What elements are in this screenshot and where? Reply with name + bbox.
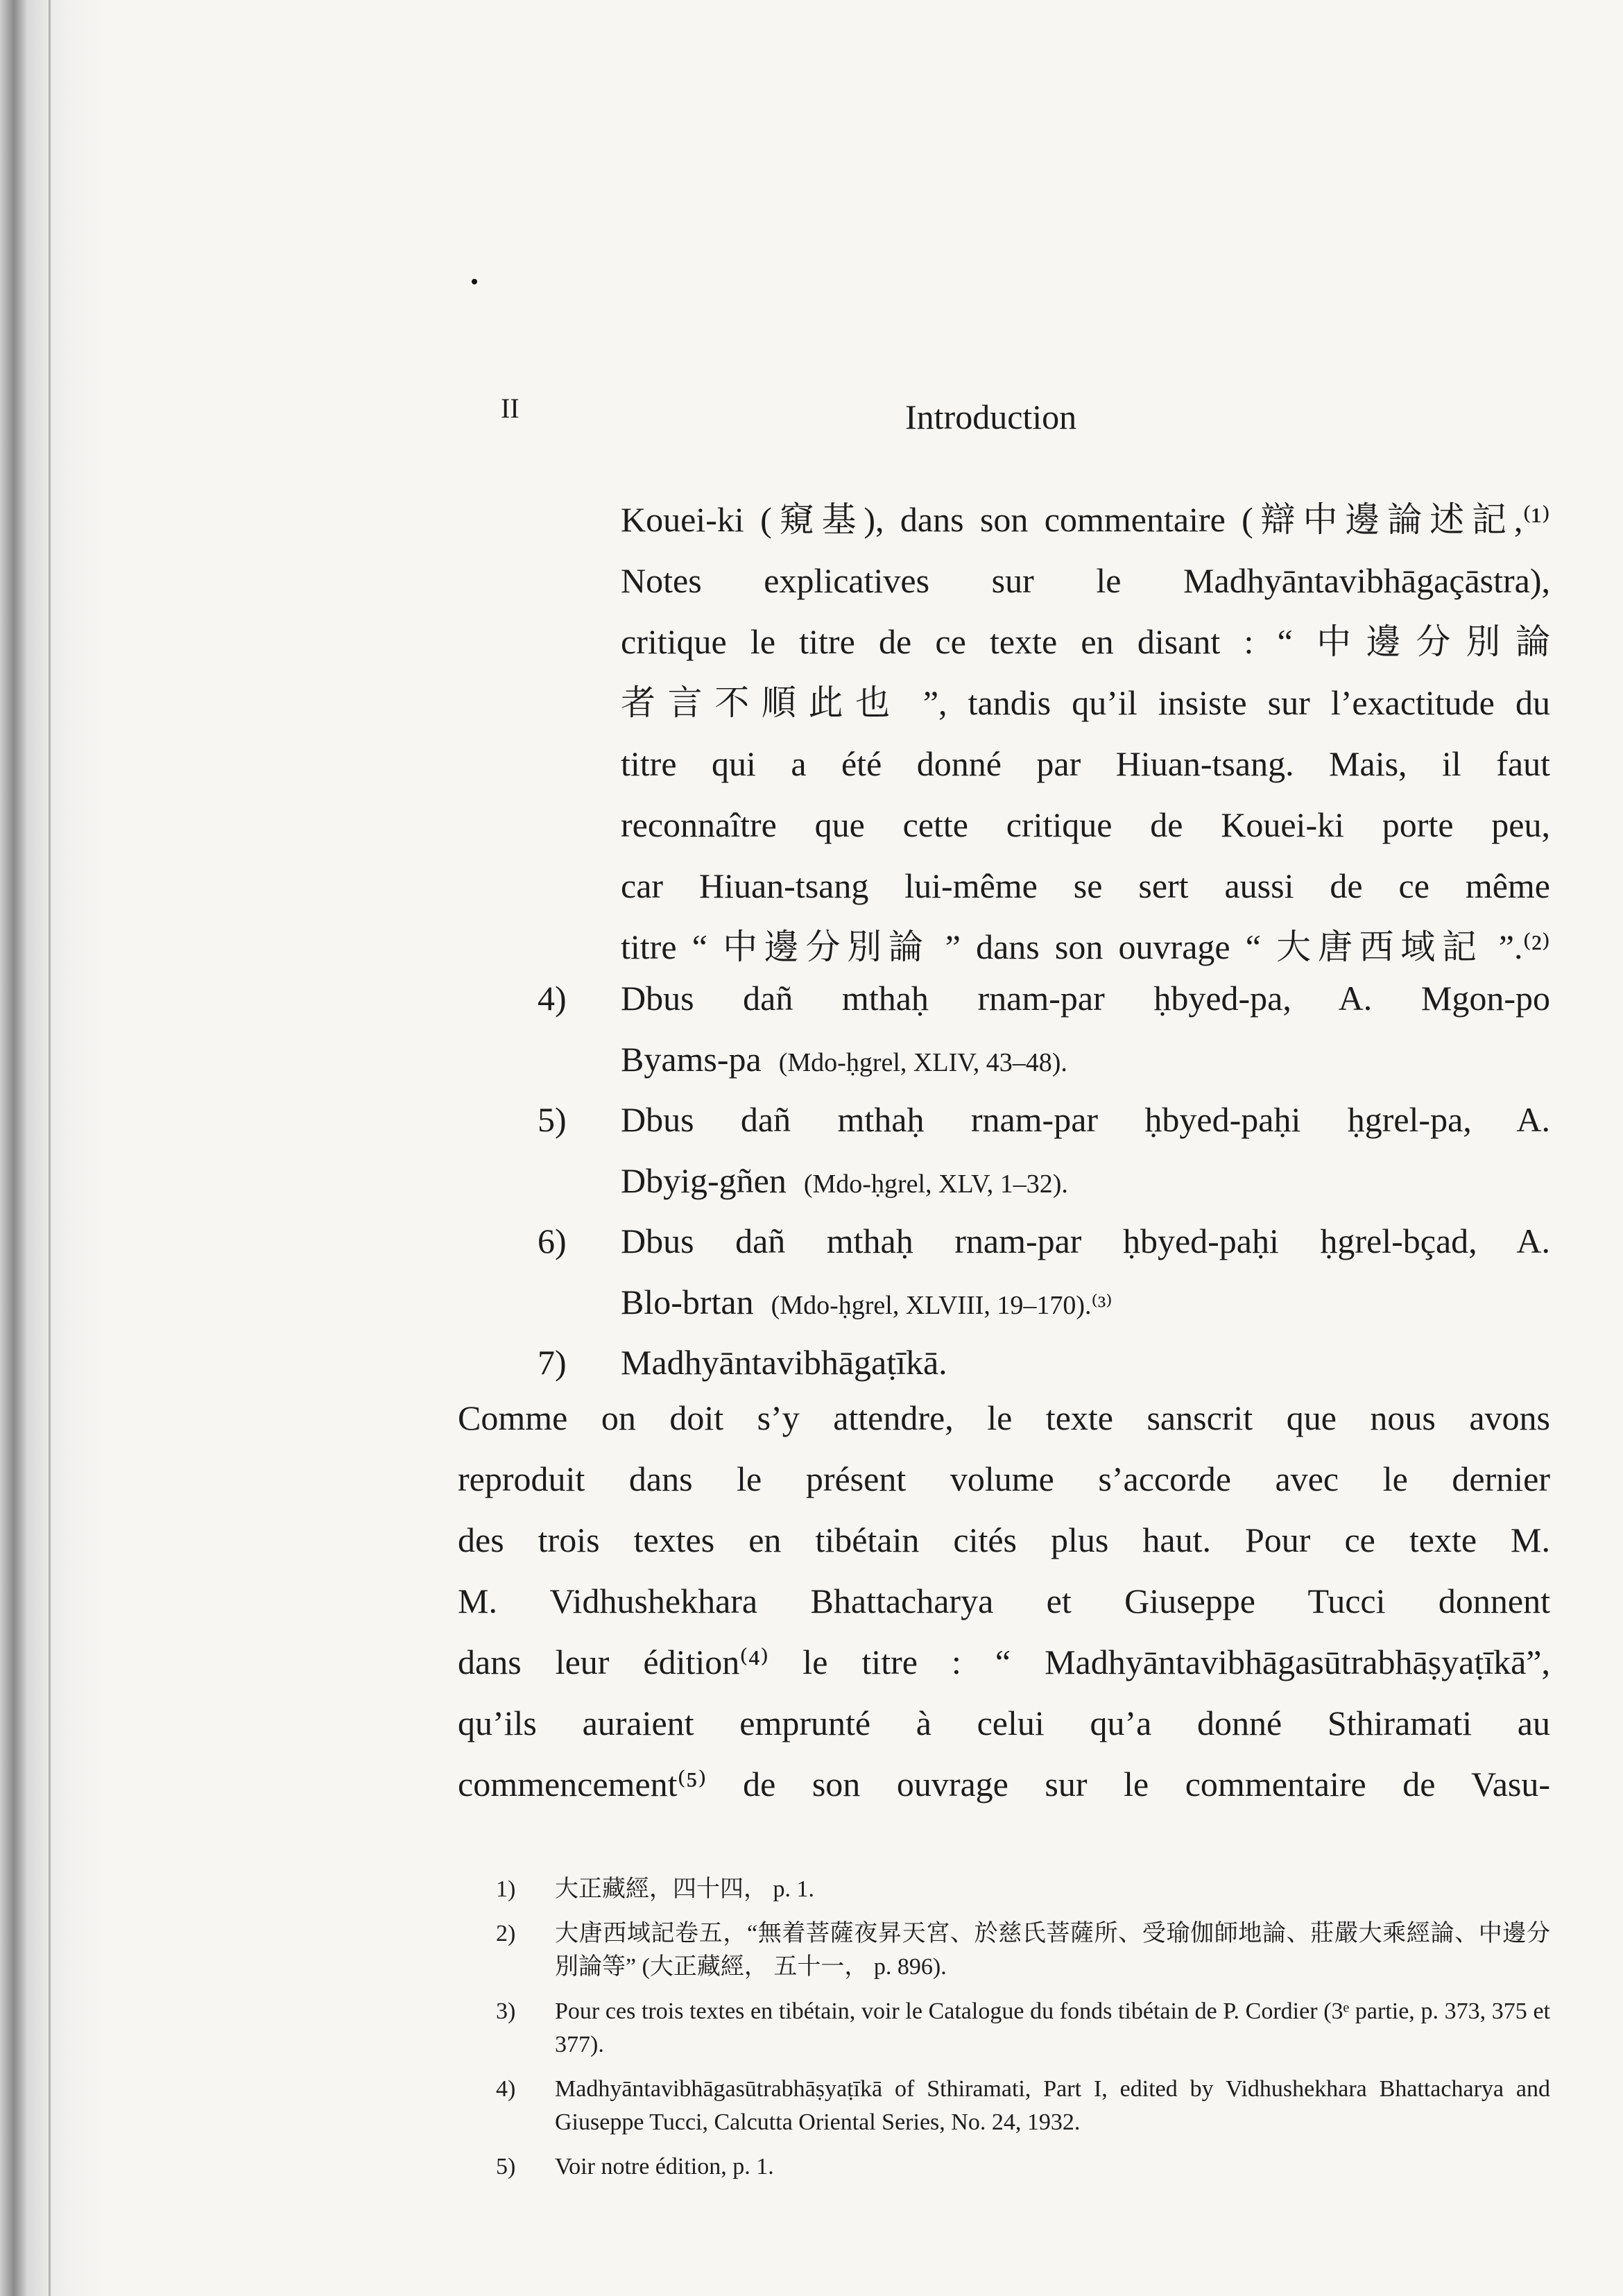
text-line: reproduit dans le présent volume s’accorde avec le dernier [458,1459,1550,1498]
scan-gutter [0,0,104,2296]
text-line [621,1271,1550,1336]
text-line: titre qui a été donné par Hiuan-tsang. Mais, il faut [621,744,1550,783]
footnote-text: Pour ces trois textes en tibétain, voir le Catalogue du fonds tibétain de P. Cordier (3ᵉ partie, p. 373, 375 et 377). [555,1998,1550,2057]
text-line: Dbus dañ mthaḥ rnam-par ḥbyed-paḥi ḥgrel-pa, A. [621,1100,1550,1139]
list-item-number: 4) [538,979,567,1018]
footnote-text: Voir notre édition, p. 1. [555,2154,774,2179]
footnote-text: 大唐西域記卷五，“無着菩薩夜昇天宮、於慈氏菩薩所、受瑜伽師地論、莊嚴大乘經論、中邊分別論等” (大正藏經， 五十一， p. 896). [555,1921,1550,1980]
paragraph-2 [458,1387,1550,1815]
text-line: Dbus dañ mthaḥ rnam-par ḥbyed-paḥi ḥgrel-bçad, A. [621,1222,1550,1260]
list-item-reference: (Mdo-ḥgrel, XLIV, 43–48). [778,1048,1067,1077]
footnote-text: Madhyāntavibhāgasūtrabhāṣyaṭīkā of Sthiramati, Part I, edited by Vidhushekhara Bhattacharya and Giuseppe Tucci, Calcutta Oriental Series, No. 24, 1932. [555,2076,1550,2135]
footnote [496,1995,1550,2062]
list-item-reference: (Mdo-ḥgrel, XLVIII, 19–170).⁽³⁾ [771,1291,1113,1320]
list-item-number: 6) [538,1222,567,1260]
footnote-number: 5) [496,2154,516,2179]
list-item-number: 7) [538,1343,567,1382]
footnote-number: 1) [496,1876,516,1902]
footnote-number: 3) [496,1998,516,2024]
footnote-text: 大正藏經，四十四， p. 1. [555,1876,814,1902]
text-line [621,1029,1550,1093]
text-line: critique le titre de ce texte en disant : “ 中邊分別論 [621,622,1550,661]
text-line: reconnaître que cette critique de Kouei-ki porte peu, [621,805,1550,844]
footnote [496,2073,1550,2139]
list-item-title: Byams-pa [621,1040,762,1079]
paragraph-1 [621,489,1550,977]
footnote-number: 4) [496,2076,516,2102]
text-line: commencement⁽⁵⁾ de son ouvrage sur le commentaire de Vasu- [458,1765,1550,1804]
text-line [621,1332,1550,1393]
text-line: des trois textes en tibétain cités plus haut. Pour ce texte M. [458,1520,1550,1559]
ink-dot [472,279,477,284]
text-line: Comme on doit s’y attendre, le texte sanscrit que nous avons [458,1398,1550,1437]
list-item-reference: (Mdo-ḥgrel, XLV, 1–32). [803,1170,1068,1199]
running-title: Introduction [905,397,1077,436]
footnote-number: 2) [496,1921,516,1946]
footnote [496,2150,1550,2184]
text-line [621,1150,1550,1215]
text-line: 者言不順此也 ”, tandis qu’il insiste sur l’exactitude du [621,683,1550,722]
page-number: II [501,393,519,424]
text-line: dans leur édition⁽⁴⁾ le titre : “ Madhyāntavibhāgasūtrabhāṣyaṭīkā”, [458,1643,1550,1681]
text-line: Dbus dañ mthaḥ rnam-par ḥbyed-pa, A. Mgon-po [621,979,1550,1018]
text-line: car Hiuan-tsang lui-même se sert aussi de ce même [621,866,1550,905]
text-line: titre “ 中邊分別論 ” dans son ouvrage “ 大唐西域記 ”.⁽²⁾ [621,927,1550,966]
list-item-title: Dbyig-gñen [621,1161,787,1200]
footnote [496,1917,1550,1984]
footnote [496,1873,1550,1906]
text-line: Kouei-ki (窺基), dans son commentaire (辯中邊論述記,⁽¹⁾ [621,500,1550,539]
list-item-title: Madhyāntavibhāgaṭīkā. [621,1343,947,1382]
text-line: Notes explicatives sur le Madhyāntavibhāgaçāstra), [621,561,1550,600]
text-line: M. Vidhushekhara Bhattacharya et Giuseppe Tucci donnent [458,1582,1550,1620]
footnotes [496,1873,1550,2195]
text-line: qu’ils auraient emprunté à celui qu’a donné Sthiramati au [458,1704,1550,1742]
list-item-number: 5) [538,1100,567,1139]
list-item-title: Blo-brtan [621,1283,754,1321]
